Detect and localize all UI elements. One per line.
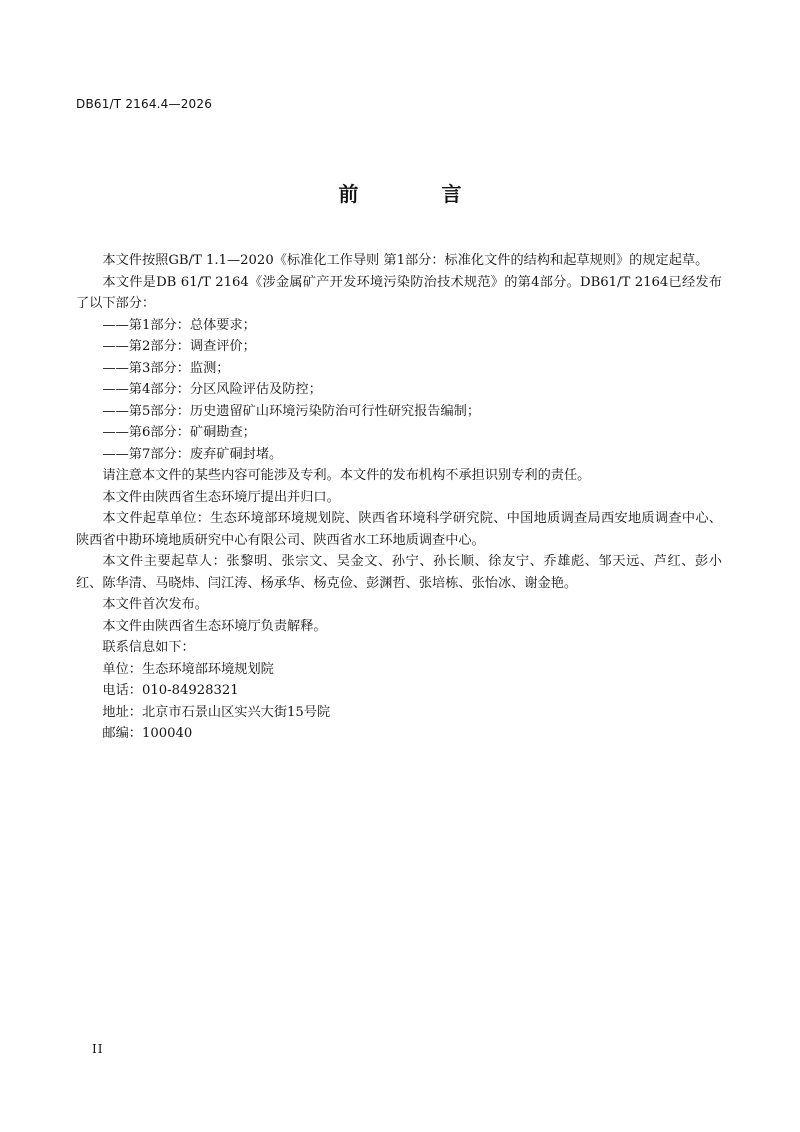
standard-code: DB61/T 2164.4—2026 [76, 97, 213, 111]
page-title: 前 言 [338, 182, 500, 206]
foreword-body [76, 250, 722, 745]
page-number: II [92, 1042, 104, 1056]
part-intro-paragraph: 本文件是DB 61/T 2164《涉金属矿产开发环境污染防治技术规范》的第4部分。DB61/T 2164已经发布了以下部分： [76, 274, 722, 311]
contact-unit: 单位：生态环境部环境规划院 [102, 661, 274, 677]
drafters-paragraph: 本文件主要起草人：张黎明、张宗文、吴金文、孙宁、孙长顺、徐友宁、乔雄彪、邹天远、芦红、彭小红、陈华清、马晓炜、闫江涛、杨承华、杨克俭、彭渊哲、张培栋、张怡冰、谢金艳。 [76, 554, 722, 591]
part-list-item: ——第1部分：总体要求； [102, 317, 256, 333]
contact-phone: 电话：010-84928321 [102, 683, 239, 698]
proposed-by-paragraph: 本文件由陕西省生态环境厅提出并归口。 [102, 489, 340, 505]
interpretation-paragraph: 本文件由陕西省生态环境厅负责解释。 [102, 618, 327, 634]
contact-intro-paragraph: 联系信息如下： [102, 640, 195, 655]
part-list-item: ——第2部分：调查评价； [102, 339, 256, 354]
drafting-units-paragraph: 本文件起草单位：生态环境部环境规划院、陕西省环境科学研究院、中国地质调查局西安地质调查中心、陕西省中勘环境地质研究中心有限公司、陕西省水工环地质调查中心。 [76, 511, 722, 548]
part-list-item: ——第7部分：废弃矿硐封堵。 [102, 446, 283, 462]
contact-postcode: 邮编：100040 [102, 726, 193, 741]
part-list-item: ——第6部分：矿硐勘查； [102, 425, 256, 440]
part-list-item: ——第4部分：分区风险评估及防控； [102, 382, 322, 397]
drafting-rule-paragraph: 本文件按照GB/T 1.1—2020《标准化工作导则 第1部分：标准化文件的结构和起草规则》的规定起草。 [102, 253, 709, 268]
contact-address: 地址：北京市石景山区实兴大街15号院 [102, 704, 331, 720]
first-release-paragraph: 本文件首次发布。 [102, 597, 208, 612]
part-list-item: ——第5部分：历史遗留矿山环境污染防治可行性研究报告编制； [102, 403, 481, 419]
part-list-item: ——第3部分：监测； [102, 360, 230, 376]
patent-notice-paragraph: 请注意本文件的某些内容可能涉及专利。本文件的发布机构不承担识别专利的责任。 [102, 468, 591, 483]
